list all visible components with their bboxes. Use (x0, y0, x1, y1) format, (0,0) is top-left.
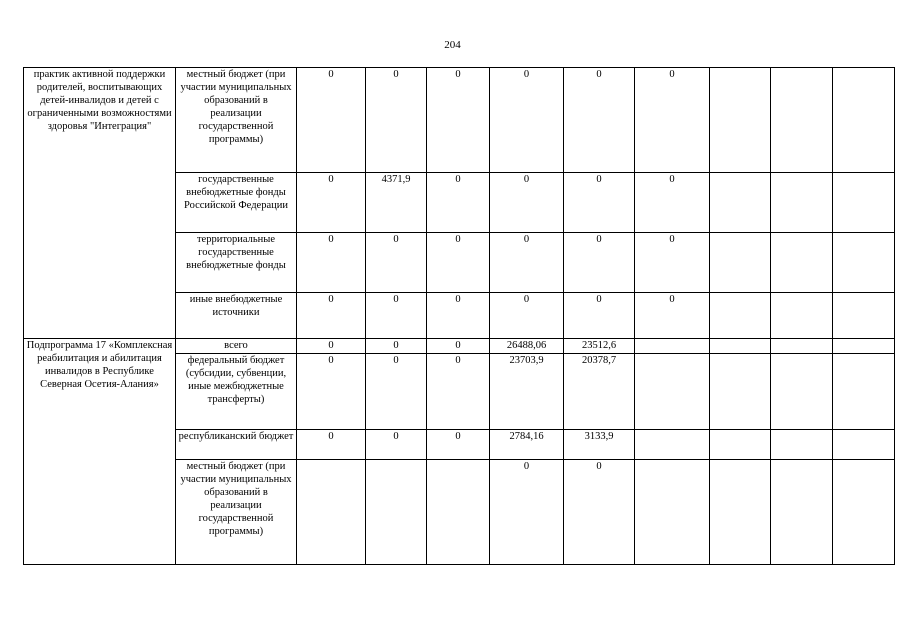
value-cell: 0 (297, 354, 366, 430)
value-cell: 0 (490, 68, 564, 173)
value-cell: 0 (635, 233, 710, 293)
value-cell (635, 430, 710, 460)
value-cell: 0 (427, 293, 490, 339)
value-cell: 0 (427, 354, 490, 430)
value-cell (366, 460, 427, 565)
funding-source-cell: федеральный бюджет (субсидии, субвенции, иные межбюджетные трансферты) (176, 354, 297, 430)
value-cell (833, 173, 895, 233)
value-cell (833, 460, 895, 565)
program-name-cell: Подпрограмма 17 «Комплексная реабилитация и абилитация инвалидов в Республике Северная Осетия-Алания» (24, 339, 176, 565)
value-cell: 0 (297, 233, 366, 293)
value-cell (771, 460, 833, 565)
value-cell: 4371,9 (366, 173, 427, 233)
value-cell: 0 (366, 354, 427, 430)
value-cell: 0 (297, 68, 366, 173)
funding-source-cell: местный бюджет (при участии муниципальных образований в реализации государственной программы) (176, 460, 297, 565)
value-cell: 0 (297, 293, 366, 339)
value-cell: 0 (366, 68, 427, 173)
value-cell (833, 293, 895, 339)
value-cell: 0 (297, 173, 366, 233)
value-cell: 23703,9 (490, 354, 564, 430)
funding-source-cell: территориальные государственные внебюджетные фонды (176, 233, 297, 293)
value-cell (710, 339, 771, 354)
value-cell (771, 354, 833, 430)
value-cell (833, 233, 895, 293)
value-cell: 0 (490, 460, 564, 565)
value-cell (297, 460, 366, 565)
value-cell (635, 354, 710, 430)
table-body (24, 68, 895, 565)
value-cell: 0 (564, 68, 635, 173)
value-cell: 0 (635, 173, 710, 233)
value-cell: 0 (490, 173, 564, 233)
value-cell: 0 (427, 430, 490, 460)
value-cell: 0 (564, 173, 635, 233)
value-cell (771, 339, 833, 354)
value-cell: 0 (564, 460, 635, 565)
value-cell: 0 (427, 339, 490, 354)
value-cell: 0 (297, 430, 366, 460)
value-cell (771, 68, 833, 173)
value-cell (833, 68, 895, 173)
value-cell (710, 460, 771, 565)
value-cell (771, 293, 833, 339)
value-cell (635, 460, 710, 565)
value-cell (833, 430, 895, 460)
value-cell (710, 430, 771, 460)
value-cell: 0 (490, 293, 564, 339)
funding-source-cell: республиканский бюджет (176, 430, 297, 460)
value-cell (710, 354, 771, 430)
funding-source-cell: местный бюджет (при участии муниципальных образований в реализации государственной программы) (176, 68, 297, 173)
funding-source-cell: всего (176, 339, 297, 354)
value-cell (710, 233, 771, 293)
program-name-cell: практик активной поддержки родителей, воспитывающих детей-инвалидов и детей с ограниченными возможностями здоровья "Интеграция" (24, 68, 176, 339)
value-cell: 0 (366, 339, 427, 354)
value-cell: 3133,9 (564, 430, 635, 460)
value-cell (771, 173, 833, 233)
value-cell: 0 (635, 68, 710, 173)
table-row (24, 339, 895, 354)
value-cell: 2784,16 (490, 430, 564, 460)
budget-table (23, 67, 895, 565)
value-cell: 0 (427, 173, 490, 233)
value-cell: 0 (297, 339, 366, 354)
value-cell (771, 233, 833, 293)
value-cell (771, 430, 833, 460)
table-row (24, 68, 895, 173)
value-cell (710, 68, 771, 173)
value-cell (427, 460, 490, 565)
funding-source-cell: иные внебюджетные источники (176, 293, 297, 339)
value-cell: 0 (366, 430, 427, 460)
value-cell: 0 (564, 233, 635, 293)
value-cell: 0 (564, 293, 635, 339)
value-cell: 0 (366, 293, 427, 339)
value-cell: 23512,6 (564, 339, 635, 354)
funding-source-cell: государственные внебюджетные фонды Российской Федерации (176, 173, 297, 233)
value-cell (710, 293, 771, 339)
value-cell: 0 (635, 293, 710, 339)
value-cell: 26488,06 (490, 339, 564, 354)
value-cell: 0 (366, 233, 427, 293)
value-cell (833, 354, 895, 430)
value-cell: 0 (427, 68, 490, 173)
value-cell: 0 (427, 233, 490, 293)
value-cell: 20378,7 (564, 354, 635, 430)
page-number: 204 (444, 39, 461, 51)
value-cell (833, 339, 895, 354)
value-cell (710, 173, 771, 233)
value-cell (635, 339, 710, 354)
value-cell: 0 (490, 233, 564, 293)
